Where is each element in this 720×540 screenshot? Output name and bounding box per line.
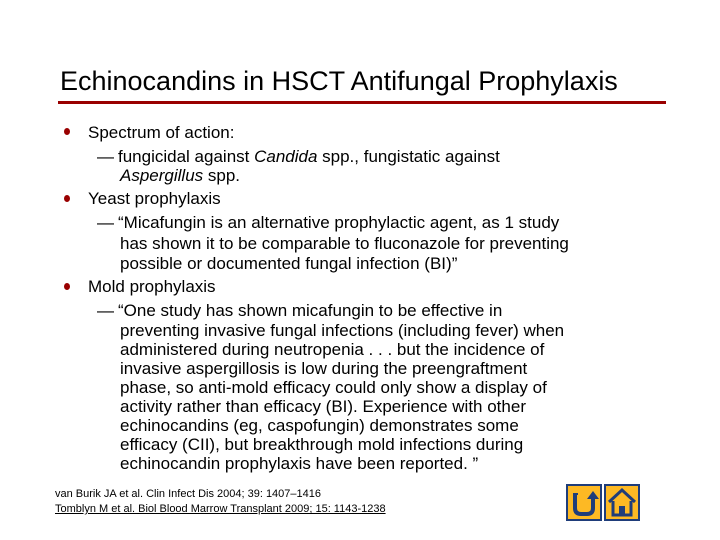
bullet-2-sub-line: possible or documented fungal infection (BI)” bbox=[120, 254, 458, 273]
bullet-1-label: Spectrum of action: bbox=[88, 123, 235, 142]
reference-2[interactable]: Tomblyn M et al. Biol Blood Marrow Transplant 2009; 15: 1143-1238 bbox=[55, 503, 386, 515]
bullet-3-sub-line: invasive aspergillosis is low during the preengraftment bbox=[120, 359, 528, 378]
sub-bullet-dash: — bbox=[97, 147, 114, 166]
bullet-3-sub-line: “One study has shown micafungin to be effective in bbox=[118, 301, 503, 320]
sub-bullet-dash: — bbox=[97, 213, 114, 232]
bullet-3-label: Mold prophylaxis bbox=[88, 277, 216, 296]
bullet-1-sub-line-2: Aspergillus spp. bbox=[120, 166, 241, 185]
bullet-2-label: Yeast prophylaxis bbox=[88, 189, 221, 208]
home-icon bbox=[606, 486, 638, 519]
bullet-marker bbox=[64, 195, 70, 202]
sub-bullet-dash: — bbox=[97, 301, 114, 320]
bullet-marker bbox=[64, 283, 70, 290]
home-button[interactable] bbox=[604, 484, 640, 521]
bullet-3-sub-line: efficacy (CII), but breakthrough mold infections during bbox=[120, 435, 524, 454]
bullet-2-sub-line: “Micafungin is an alternative prophylactic agent, as 1 study bbox=[118, 213, 560, 232]
bullet-2-sub-line: has shown it to be comparable to fluconazole for preventing bbox=[120, 234, 569, 253]
bullet-3-sub-line: echinocandins (eg, caspofungin) demonstrates some bbox=[120, 416, 519, 435]
bullet-3-sub-line: phase, so anti-mold efficacy could only show a display of bbox=[120, 378, 547, 397]
reference-1: van Burik JA et al. Clin Infect Dis 2004; 39: 1407–1416 bbox=[55, 488, 321, 500]
bullet-3-sub-line: administered during neutropenia . . . but the incidence of bbox=[120, 340, 545, 359]
bullet-3-sub-line: activity rather than efficacy (BI). Experience with other bbox=[120, 397, 526, 416]
back-button[interactable] bbox=[566, 484, 602, 521]
return-arrow-icon bbox=[568, 486, 600, 519]
bullet-marker bbox=[64, 128, 70, 135]
slide-title: Echinocandins in HSCT Antifungal Prophylaxis bbox=[60, 66, 618, 96]
bullet-1-sub-line-1: fungicidal against Candida spp., fungistatic against bbox=[118, 147, 500, 166]
bullet-3-sub-line: echinocandin prophylaxis have been reported. ” bbox=[120, 454, 479, 473]
bullet-3-sub-line: preventing invasive fungal infections (including fever) when bbox=[120, 321, 565, 340]
